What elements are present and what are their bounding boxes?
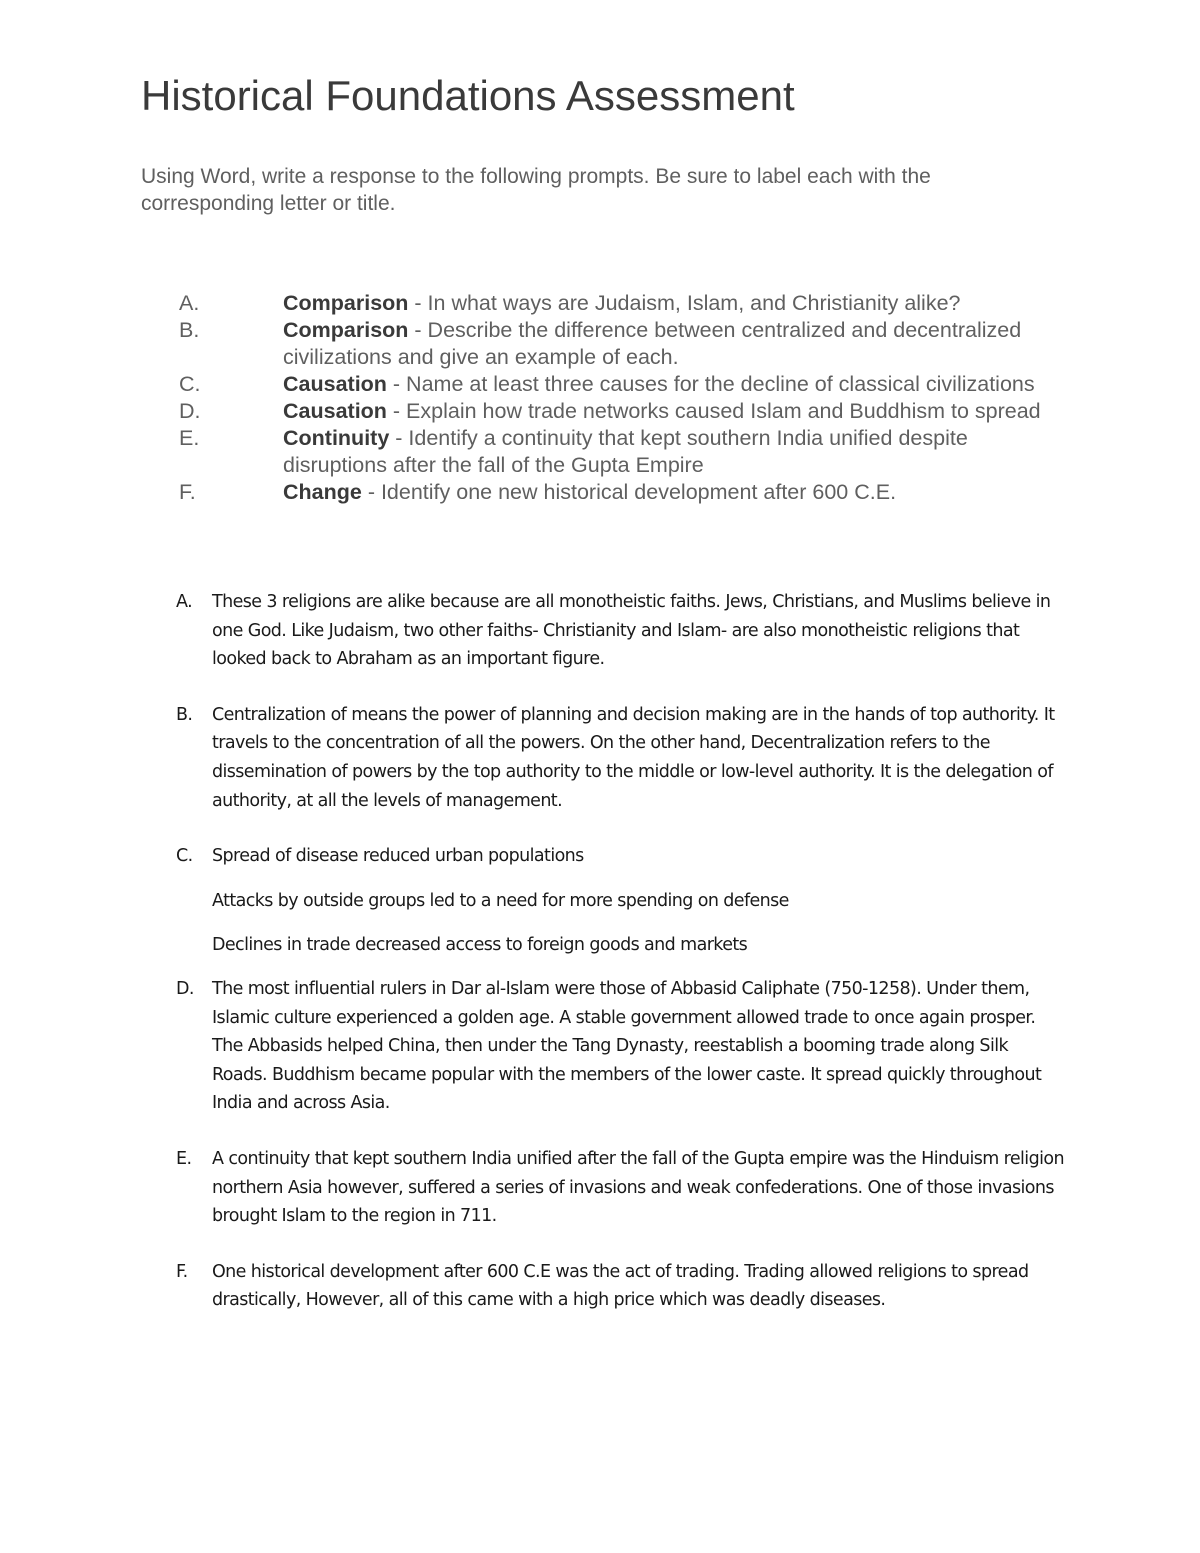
prompt-keyword: Causation: [283, 399, 387, 423]
prompt-item: [141, 371, 1071, 398]
answer-item: [141, 1145, 1066, 1231]
prompt-letter: D.: [179, 399, 201, 423]
answer-letter: A.: [176, 592, 193, 612]
answer-paragraph: Centralization of means the power of planning and decision making are in the hands of top authority. It travels to the concentration of all the powers. On the other hand, Decentralization refers to the dissemination of powers by the top authority to the middle or low-level authority. It is the delegation of authority, at all the levels of management.: [212, 704, 1055, 811]
prompt-text: - Name at least three causes for the decline of classical civilizations: [386, 372, 1035, 396]
prompt-letter: E.: [179, 426, 200, 450]
prompt-item: [141, 290, 1071, 317]
answer-paragraph: Spread of disease reduced urban populations: [212, 846, 584, 867]
prompt-letter: A.: [179, 291, 200, 315]
answer-item: [141, 701, 1066, 815]
prompt-keyword: Comparison: [283, 318, 409, 342]
prompt-letter: B.: [179, 318, 200, 342]
prompt-keyword: Change: [283, 480, 362, 504]
answer-paragraph: These 3 religions are alike because are all monotheistic faiths. Jews, Christians, and Muslims believe in one God. Like Judaism, two other faiths- Christianity and Islam- are also monotheistic religions that looked back to Abraham as an important figure.: [212, 592, 1051, 670]
prompt-keyword: Continuity: [283, 426, 390, 450]
prompt-letter: F.: [179, 480, 196, 504]
prompt-item: [141, 479, 1071, 506]
prompt-keyword: Causation: [283, 372, 387, 396]
prompt-text: - Explain how trade networks caused Islam and Buddhism to spread: [386, 399, 1041, 423]
prompt-item: [141, 425, 1071, 479]
document-title: Historical Foundations Assessment: [141, 72, 795, 119]
answer-letter: C.: [176, 846, 193, 867]
prompt-text: - In what ways are Judaism, Islam, and Christianity alike?: [408, 291, 961, 315]
prompt-list: [141, 290, 1071, 506]
instructions-paragraph: Using Word, write a response to the following prompts. Be sure to label each with the corresponding letter or title.: [141, 165, 931, 215]
answer-paragraph: Attacks by outside groups led to a need for more spending on defense: [212, 890, 789, 911]
answer-paragraph: Declines in trade decreased access to foreign goods and markets: [212, 935, 748, 956]
prompt-text: - Identify a continuity that kept southern India unified despite disruptions after the fall of the Gupta Empire: [283, 426, 968, 477]
answer-paragraph: One historical development after 600 C.E was the act of trading. Trading allowed religions to spread drastically, However, all of this came with a high price which was deadly diseases.: [212, 1261, 1029, 1311]
answer-letter: D.: [176, 978, 194, 999]
prompt-item: [141, 317, 1071, 371]
answer-item: [141, 842, 1066, 960]
answer-item: [141, 588, 1066, 674]
answer-letter: F.: [176, 1261, 188, 1282]
prompt-item: [141, 398, 1071, 425]
prompt-letter: C.: [179, 372, 201, 396]
answer-item: [141, 1258, 1066, 1315]
answer-letter: E.: [176, 1148, 192, 1169]
answer-list: [141, 588, 1066, 1315]
answer-paragraph: The most influential rulers in Dar al-Islam were those of Abbasid Caliphate (750-1258). Under them, Islamic culture experienced a golden age. A stable government allowed trade to once again prosper. The Abbasids helped China, then under the Tang Dynasty, reestablish a booming trade along Silk Roads. Buddhism became popular with the members of the lower caste. It spread quickly throughout India and across Asia.: [212, 978, 1042, 1114]
prompt-keyword: Comparison: [283, 291, 409, 315]
answer-paragraph: A continuity that kept southern India unified after the fall of the Gupta empire was the Hinduism religion northern Asia however, suffered a series of invasions and weak confederations. One of those invasions brought Islam to the region in 711.: [212, 1148, 1064, 1227]
prompt-text: - Identify one new historical development after 600 C.E.: [361, 480, 897, 504]
prompt-text: - Describe the difference between centralized and decentralized civilizations and give an example of each.: [283, 318, 1022, 369]
answer-item: [141, 975, 1066, 1118]
answer-letter: B.: [176, 704, 193, 725]
